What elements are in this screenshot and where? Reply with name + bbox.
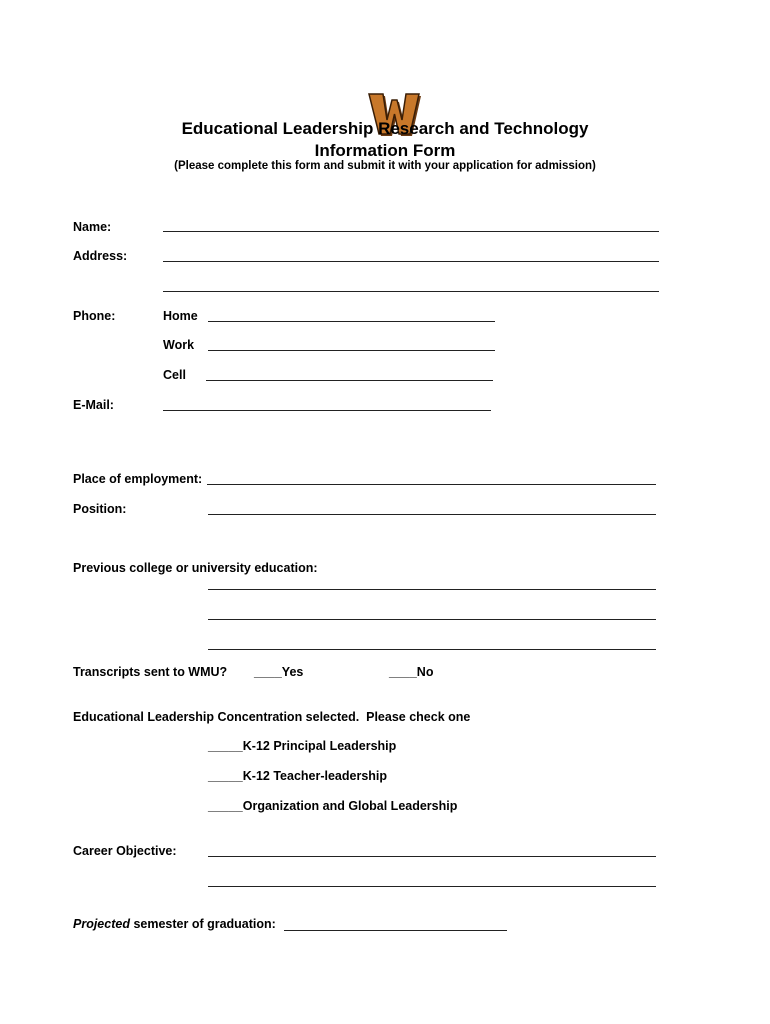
address-field-1[interactable]: [163, 261, 659, 262]
email-label: E-Mail:: [73, 398, 114, 412]
phone-cell-label: Cell: [163, 368, 186, 382]
transcripts-label: Transcripts sent to WMU?: [73, 665, 228, 679]
previous-education-field-2[interactable]: [208, 619, 656, 620]
phone-cell-field[interactable]: [206, 380, 493, 381]
address-field-2[interactable]: [163, 291, 659, 292]
career-objective-label: Career Objective:: [73, 844, 177, 858]
previous-education-field-1[interactable]: [208, 589, 656, 590]
wmu-logo: [358, 72, 412, 120]
employment-field[interactable]: [207, 484, 656, 485]
concentration-option-k12-principal[interactable]: _____K-12 Principal Leadership: [208, 739, 397, 753]
form-title-line1: Educational Leadership Research and Technology: [181, 119, 589, 138]
form-subtitle: (Please complete this form and submit it with your application for admission): [174, 160, 596, 172]
position-field[interactable]: [208, 514, 656, 515]
career-objective-field-1[interactable]: [208, 856, 656, 857]
address-label: Address:: [73, 249, 128, 263]
phone-home-field[interactable]: [208, 321, 495, 322]
concentration-option-organization-global[interactable]: _____Organization and Global Leadership: [208, 799, 458, 813]
position-label: Position:: [73, 502, 127, 516]
employment-label: Place of employment:: [73, 472, 203, 486]
name-field[interactable]: [163, 231, 659, 232]
career-objective-field-2[interactable]: [208, 886, 656, 887]
previous-education-label: Previous college or university education:: [73, 561, 318, 575]
phone-work-label: Work: [163, 338, 195, 352]
transcripts-yes-option[interactable]: ____Yes: [254, 665, 304, 679]
previous-education-field-3[interactable]: [208, 649, 656, 650]
graduation-label-prefix: Projected: [73, 917, 130, 931]
phone-work-field[interactable]: [208, 350, 495, 351]
concentration-option-k12-teacher[interactable]: _____K-12 Teacher-leadership: [208, 769, 388, 783]
email-field[interactable]: [163, 410, 491, 411]
form-title-line2: Information Form: [314, 141, 456, 160]
graduation-label-rest: semester of graduation:: [129, 917, 276, 931]
transcripts-no-option[interactable]: ____No: [389, 665, 434, 679]
phone-label: Phone:: [73, 309, 116, 323]
graduation-field[interactable]: [284, 930, 507, 931]
concentration-label: Educational Leadership Concentration selected. Please check one: [73, 710, 471, 724]
graduation-label: [73, 917, 276, 932]
name-label: Name:: [73, 220, 112, 234]
phone-home-label: Home: [163, 309, 198, 323]
